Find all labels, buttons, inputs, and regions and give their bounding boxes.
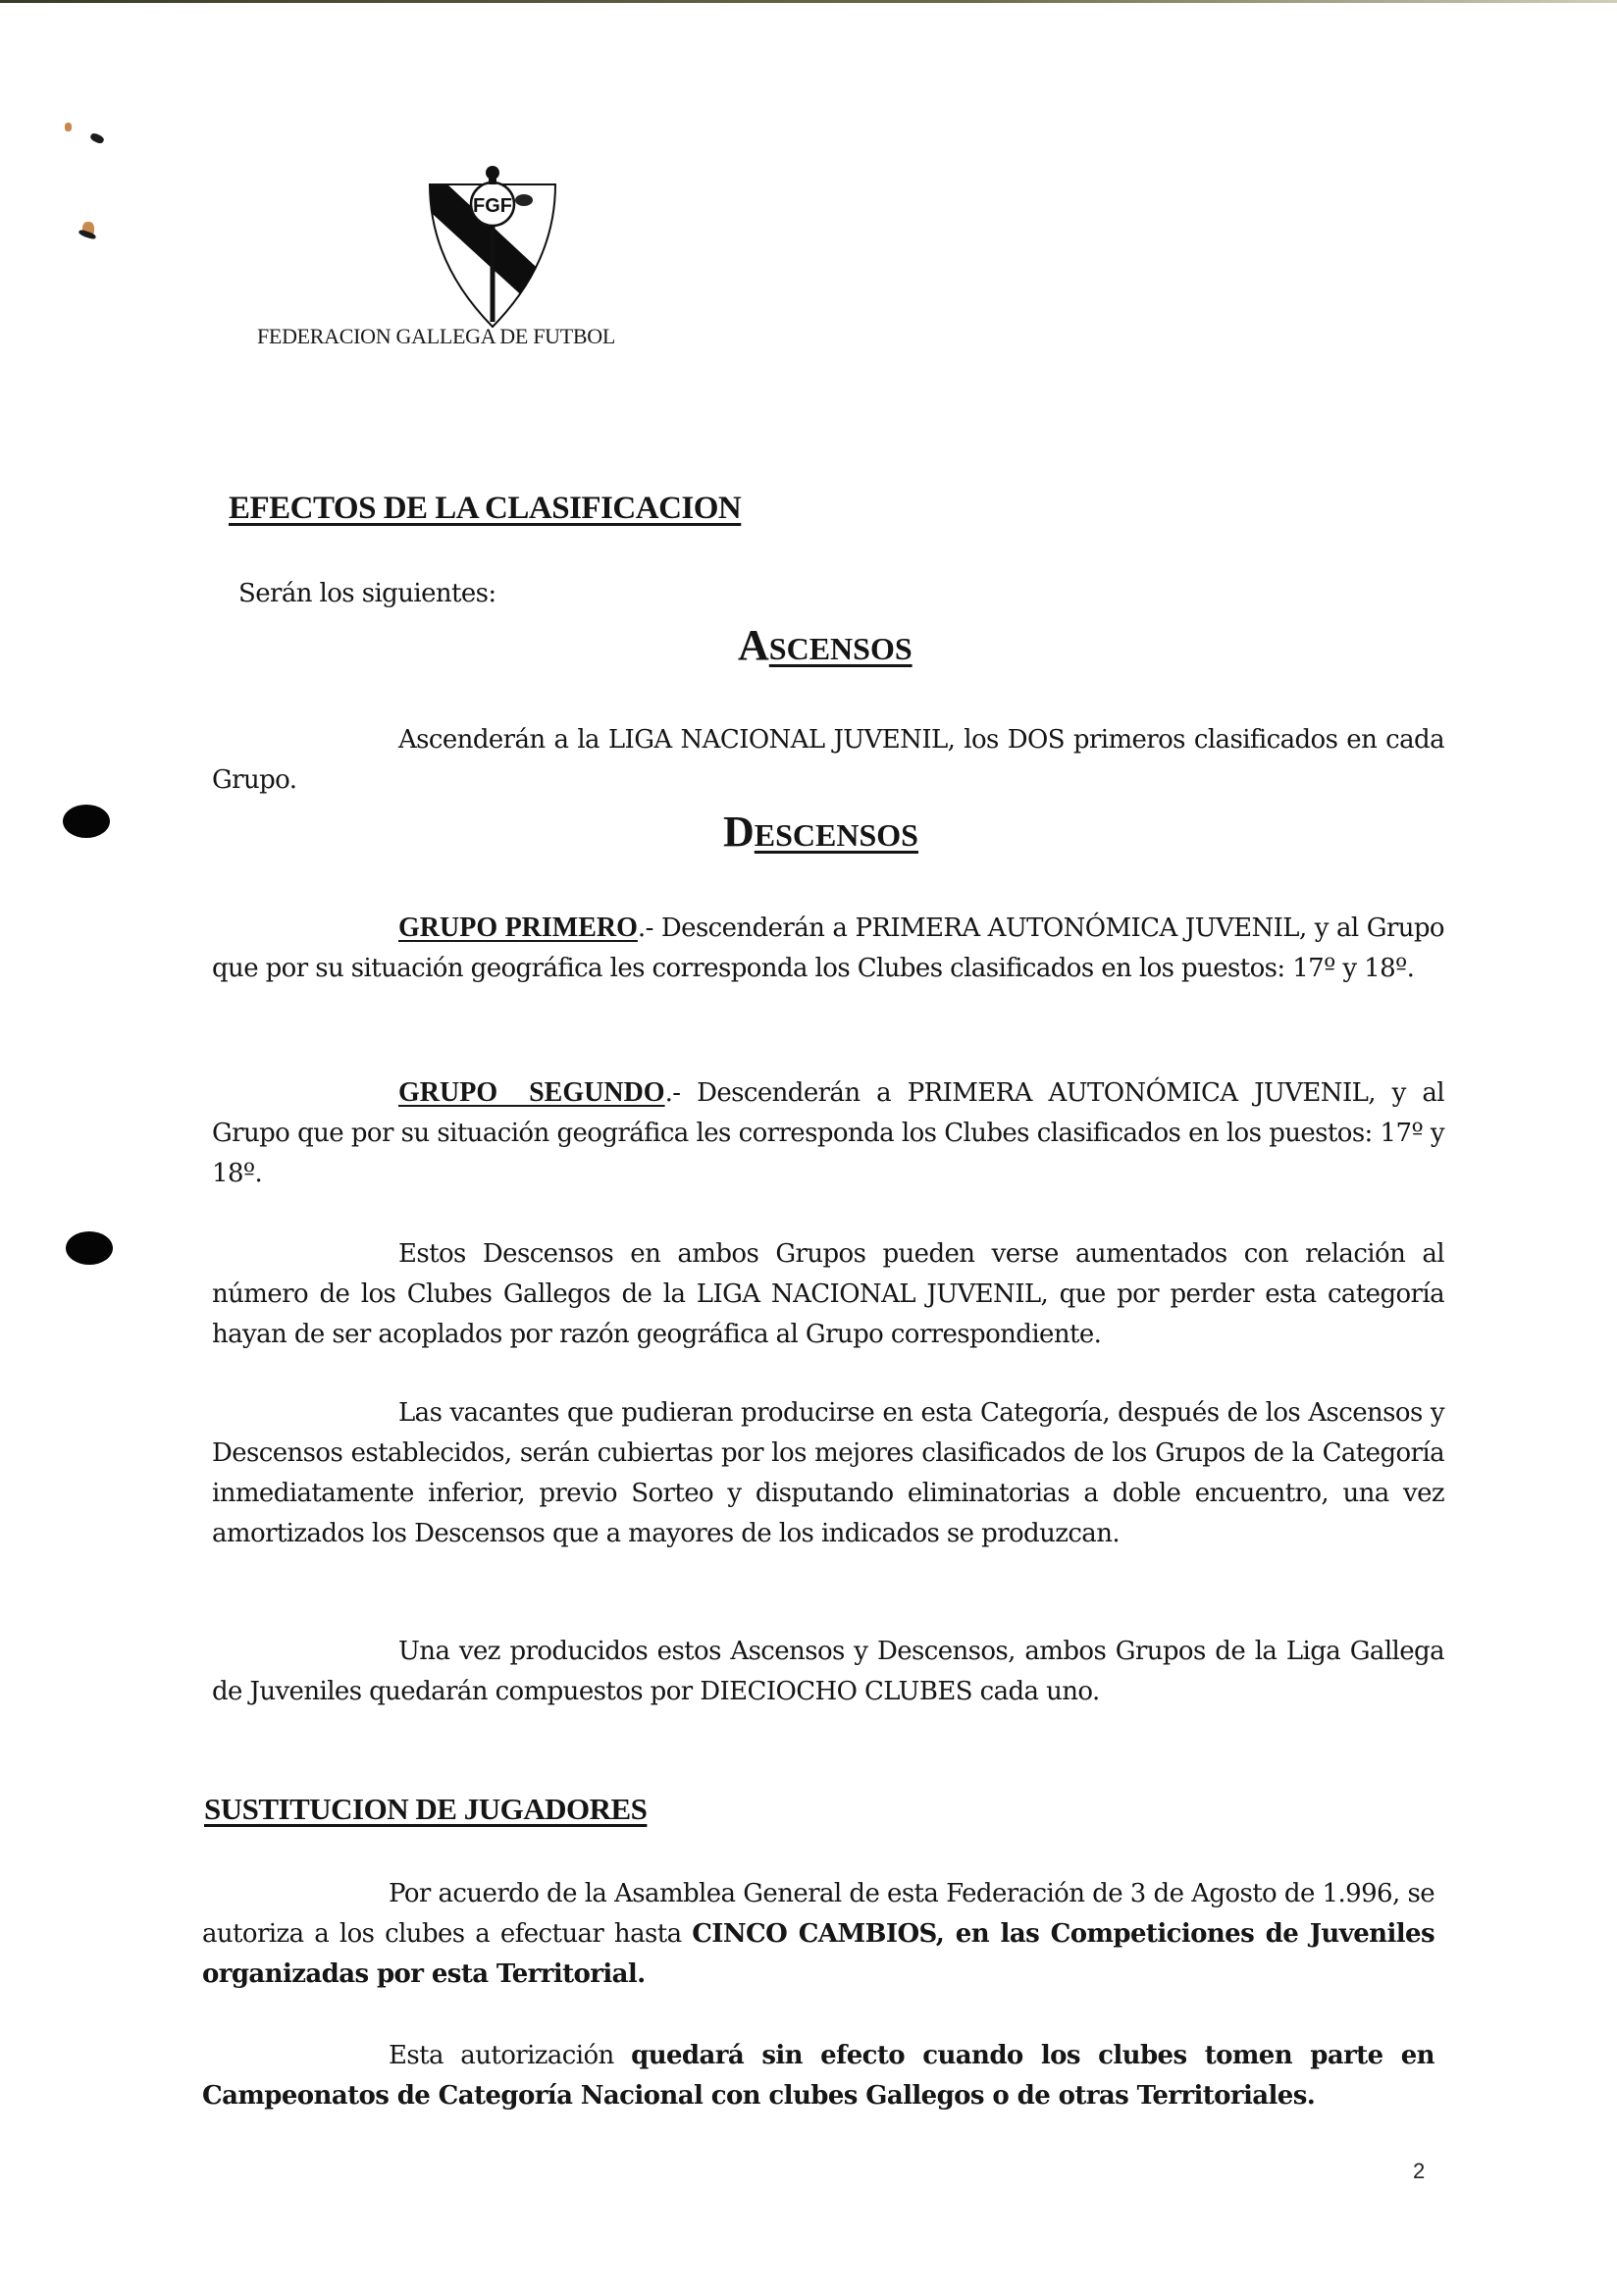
scan-top-edge	[0, 0, 1617, 3]
section-title-substitution: SUSTITUCION DE JUGADORES	[204, 1792, 648, 1826]
paragraph-ascensos: Ascenderán a la LIGA NACIONAL JUVENIL, los DOS primeros clasificados en cada Grupo.	[212, 725, 1444, 795]
staple-mark	[89, 131, 105, 144]
intro-text: Serán los siguientes:	[238, 579, 496, 608]
emphasis-dieciocho-clubes: DIECIOCHO CLUBES	[700, 1677, 972, 1706]
heading-rest: ESCENSOS	[754, 817, 918, 853]
paragraph-grupo-primero: GRUPO PRIMERO.- Descenderán a PRIMERA AUTONÓMICA JUVENIL, y al Grupo que por su situación geográfica les corresponda los Clubes clasificados en los puestos: 17º y 18º.	[212, 913, 1444, 983]
section-title-effects: EFECTOS DE LA CLASIFICACION	[229, 491, 742, 526]
punch-hole	[66, 1231, 113, 1265]
page-number: 2	[1413, 2159, 1426, 2183]
heading-descensos	[723, 807, 918, 857]
heading-initial: D	[723, 808, 755, 856]
label-grupo-primero: GRUPO PRIMERO	[398, 913, 638, 943]
paragraph-autorizacion: Esta autorización quedará sin efecto cuando los clubes tomen parte en Campeonatos de Categoría Nacional con clubes Gallegos o de otras Territoriales.	[202, 2041, 1434, 2111]
heading-initial: A	[738, 621, 769, 669]
emphasis-sin-efecto: quedará sin efecto cuando los clubes tomen parte en Campeonatos de Categoría Nacional con clubes Gallegos o de otras Territoriales.	[202, 2041, 1434, 2111]
punch-hole	[63, 805, 110, 838]
heading-rest: SCENSOS	[768, 631, 913, 666]
organization-name: FEDERACION GALLEGA DE FUTBOL	[257, 324, 615, 348]
paragraph-composicion: Una vez producidos estos Ascensos y Descensos, ambos Grupos de la Liga Gallega de Juveniles quedarán compuestos por DIECIOCHO CLUBES cada uno.	[212, 1637, 1444, 1706]
svg-text:FGF: FGF	[473, 195, 512, 217]
emphasis-cinco-cambios: CINCO CAMBIOS, en las Competiciones de Juveniles organizadas por esta Territorial.	[202, 1919, 1434, 1989]
paragraph-vacantes: Las vacantes que pudieran producirse en esta Categoría, después de los Ascensos y Descensos establecidos, serán cubiertas por los mejores clasificados de los Grupos de la Categoría inmediatamente inferior, previo Sorteo y disputando eliminatorias a doble encuentro, una vez amortizados los Descensos que a mayores de los indicados se produzcan.	[212, 1398, 1444, 1548]
staple-mark	[65, 123, 72, 131]
paragraph-grupo-segundo: GRUPO SEGUNDO.- Descenderán a PRIMERA AUTONÓMICA JUVENIL, y al Grupo que por su situación geográfica les corresponda los Clubes clasificados en los puestos: 17º y 18º.	[212, 1077, 1444, 1188]
fgf-shield-logo-icon	[424, 155, 561, 332]
label-grupo-segundo: GRUPO SEGUNDO	[398, 1077, 665, 1108]
heading-ascensos	[738, 620, 913, 670]
paragraph-aumentos: Estos Descensos en ambos Grupos pueden verse aumentados con relación al número de los Clubes Gallegos de la LIGA NACIONAL JUVENIL, que por perder esta categoría hayan de ser acoplados por razón geográfica al Grupo correspondiente.	[212, 1239, 1444, 1349]
paragraph-cambios: Por acuerdo de la Asamblea General de esta Federación de 3 de Agosto de 1.996, se autoriza a los clubes a efectuar hasta CINCO CAMBIOS, en las Competiciones de Juveniles organizadas por esta Territorial.	[202, 1879, 1434, 1989]
